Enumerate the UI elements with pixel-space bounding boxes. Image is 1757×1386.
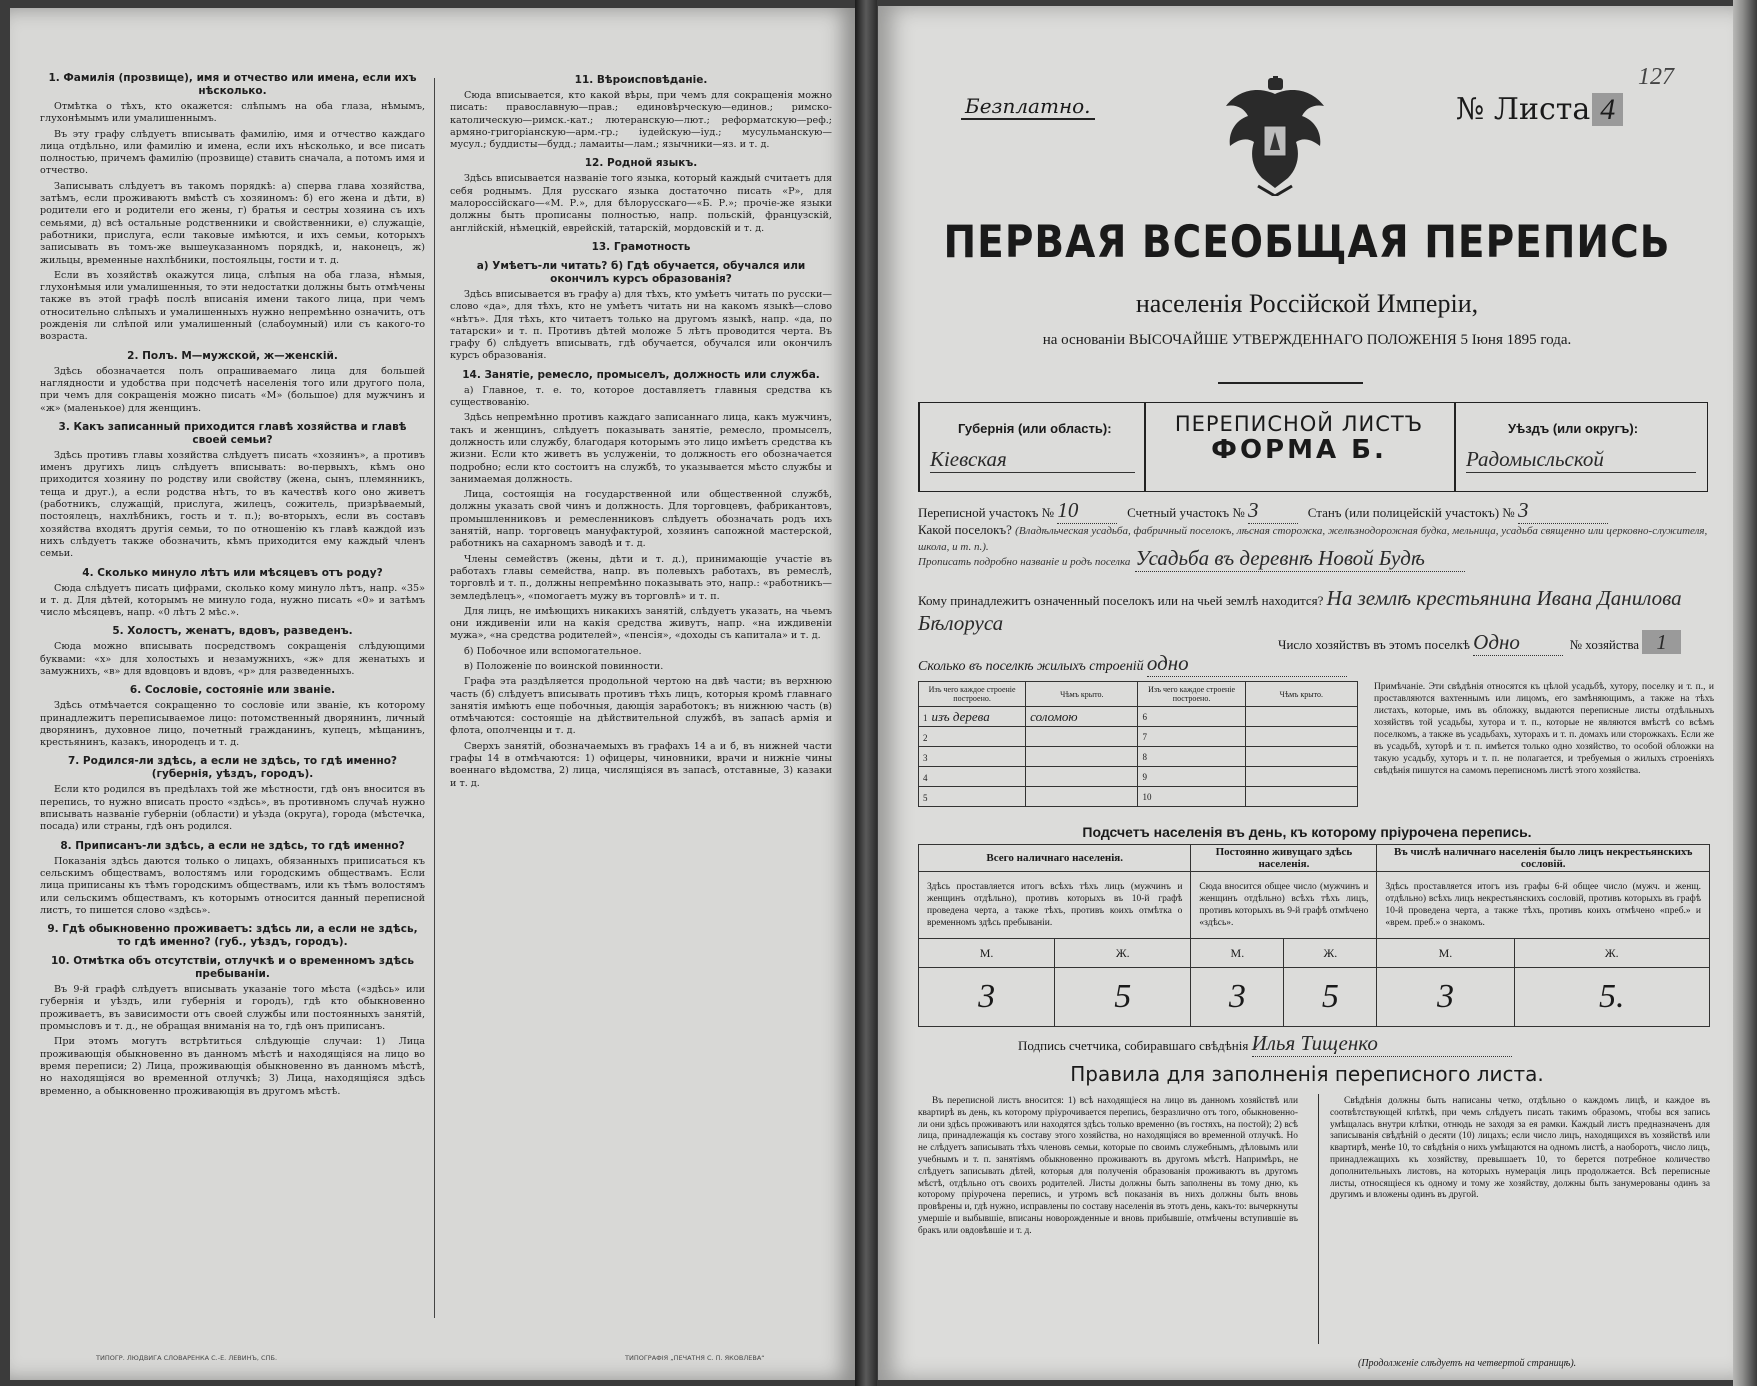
instruction-heading: 8. Приписанъ-ли здѣсь, а если не здѣсь, то гдѣ именно? <box>60 839 405 852</box>
book-spine <box>855 0 877 1386</box>
pop-nonpeasant-male: 3 <box>1377 968 1514 1027</box>
district-label: Переписной участокъ № <box>918 505 1055 520</box>
bld-head-material-2: Изъ чего каждое строеніе построено. <box>1138 682 1245 707</box>
printer-mark-mid: ТИПОГРАФІЯ „ПЕЧАТНЯ С. П. ЯКОВЛЕВА“ <box>625 1354 765 1362</box>
document-subtitle: населенія Россійской Имперіи, <box>1135 289 1479 318</box>
settlement-hint: (Владѣльческая усадьба, фабричный поселокъ, лѣсная сторожка, желѣзнодорожная будка, мельница, усадьба священно или церковно-служителя, школа, и т. п.). <box>918 525 1708 553</box>
building-number: 2 <box>923 732 928 743</box>
title-divider <box>1218 382 1363 384</box>
archive-page-number: 127 <box>1638 64 1674 90</box>
pop-female-label: Ж. <box>1055 939 1191 968</box>
pop-permanent-female: 5 <box>1284 968 1377 1027</box>
owner-value: На землѣ крестьянина Ивана Данилова Бѣлоруса <box>918 586 1682 635</box>
rules-divider <box>1318 1094 1319 1344</box>
building-number <box>1138 787 1245 807</box>
building-roof <box>1026 767 1138 787</box>
rules-title: Правила для заполненія переписного листа. <box>1070 1062 1544 1086</box>
instruction-paragraph: Въ 9-й графѣ слѣдуетъ вписывать указаніе того мѣста («здѣсь» или губернія и уѣздъ, или губернія и городъ), гдѣ кто обыкновенно проживаетъ, въ зависимости отъ своей службы или постоянныхъ занятій, промысловъ и т. д., не обращая вниманія на то, гдѣ онъ приписанъ. <box>40 984 425 1033</box>
form-name-line2: ФОРМА Б. <box>1211 435 1387 465</box>
instruction-paragraph: При этомъ могутъ встрѣтиться слѣдующіе случаи: 1) Лица проживающія обыкновенно въ данномъ мѣстѣ и находящіяся на лицо во время переписи; 2) Лица, проживающія обыкновенно въ данномъ мѣстѣ, но находящіяся во временной отлучкѣ; 3) Лица, находящіяся здѣсь временно, а обыкновенно проживающія въ другомъ мѣстѣ. <box>40 1036 425 1097</box>
pop-permanent-male: 3 <box>1191 968 1284 1027</box>
household-number-label: № хозяйства <box>1569 637 1640 652</box>
uezd-value: Радомысльской <box>1466 447 1696 473</box>
building-row <box>919 727 1358 747</box>
building-number-text: 6 <box>1142 711 1147 722</box>
pop-desc-total: Здѣсь проставляется итогъ всѣхъ тѣхъ лицъ (мужчинъ и женщинъ отдѣльно), противъ которыхъ въ 10-й графѣ проведена черта, а также тѣхъ, противъ коихъ отмѣтка о временномъ здѣсь пребываніи. <box>919 872 1191 939</box>
instruction-paragraph: б) Побочное или вспомогательное. <box>464 645 642 657</box>
population-count-title: Подсчетъ населенія въ день, къ которому пріурочена перепись. <box>1082 824 1532 840</box>
count-district-label: Счетный участокъ № <box>1127 505 1245 520</box>
instruction-paragraph: Члены семействъ (жены, дѣти и т. д.), принимающіе участіе въ работахъ главы семейства, напр. въ полевыхъ работахъ, въ ремеслѣ, торговлѣ и т. п., должны непремѣнно показывать это, напр.: «работникъ—земледѣлецъ», «помогаетъ мужу въ торговлѣ» и т. п. <box>450 553 832 602</box>
instruction-heading: 14. Занятіе, ремесло, промыселъ, должность или служба. <box>462 368 820 381</box>
instruction-heading: 9. Гдѣ обыкновенно проживаетъ: здѣсь ли, а если не здѣсь, то гдѣ именно? (губ., уѣздъ, городъ). <box>47 923 418 949</box>
instruction-paragraph: Сюда можно вписывать посредствомъ сокращенія слѣдующими буквами: «х» для холостыхъ и незамужнихъ, «ж» для женатыхъ и замужнихъ, «в» для вдовцовъ и вдовъ, «р» для разведенныхъ. <box>40 641 425 677</box>
instruction-paragraph: Лица, состоящія на государственной или общественной службѣ, должны указать свой чинъ и должность. Для торговцевъ, фабрикантовъ, промышленниковъ и ремесленниковъ слѣдуетъ обозначать родъ ихъ занятій, напр. торговецъ мануфактурой, хозяинъ сапожной мастерской, работникъ на сахарномъ заводѣ и т. д. <box>450 489 832 550</box>
enumerator-signature: Илья Тищенко <box>1252 1031 1512 1057</box>
bld-head-material: Изъ чего каждое строеніе построено. <box>919 682 1026 707</box>
building-material <box>919 787 1026 807</box>
instruction-heading: 12. Родной языкъ. <box>584 157 698 170</box>
instruction-heading: 4. Сколько минуло лѣтъ или мѣсяцевъ отъ роду? <box>82 566 383 579</box>
buildings-note: Примѣчаніе. Эти свѣдѣнія относятся къ цѣлой усадьбѣ, хутору, поселку и т. п., и проставляются вахтеннымъ или лицомъ, его замѣняющимъ, а также на тѣхъ листахъ, которые, имъ въ обложку, выдаются переписные листы отдѣльныхъ хозяйствъ той усадьбы, хутора и т. п., которые не являются вмѣстѣ со всѣмъ поселкомъ, а также въ усадьбахъ, хуторахъ и т. п. домахъ или сторожкахъ. Если же въ усадьбѣ, хуторѣ и т. п. имѣется только одно хозяйство, то особой обложки на такую усадьбу, хуторъ и т. п. не полагается, и требуемыя о жилыхъ строеніяхъ свѣдѣнія пишутся на самомъ переписномъ листѣ этого хозяйства. <box>1374 682 1714 776</box>
signature-label: Подпись счетчика, собиравшаго свѣдѣнія <box>1018 1038 1249 1053</box>
rules-left-text: Въ переписной листъ вносится: 1) всѣ находящіеся на лицо въ данномъ хозяйствѣ или квартирѣ въ день, къ которому пріурочивается перепись, безразлично отъ того, обыкновенно-ли они здѣсь проживаютъ или находятся здѣсь только временно (въ гостяхъ, на постой); 2) всѣ лица, принадлежащія къ составу этого хозяйства, но находящіяся во временной отлучкѣ. Но не слѣдуетъ записывать тѣхъ членовъ семьи, которые по своимъ служебнымъ, дѣловымъ или учебнымъ и т. п. занятіямъ обыкновенно проживаютъ въ другомъ мѣстѣ. Напримѣръ, не слѣдуетъ записывать дѣтей, которыя для полученія образованія проживаютъ въ другомъ мѣстѣ, отдѣльно отъ своихъ родителей. Листы должны быть заполнены въ тому дню, къ которому пріурочена перепись, и утромъ всѣ показанія въ нихъ должны быть вновь провѣрены и, гдѣ нужно, исправлены по составу населенія въ этотъ день, какъ-то: вычеркнуты умершіе и выбывшіе, вписаны новорожденные и вновь прибывшіе, отмѣчены вступившіе въ бракъ или овдовѣвшіе и т. д. <box>918 1096 1298 1236</box>
building-material <box>919 747 1026 767</box>
instruction-paragraph: Сюда слѣдуетъ писать цифрами, сколько кому минуло лѣтъ, напр. «35» и т. д. Для дѣтей, которымъ не минуло года, нужно писать «0» и затѣмъ число мѣсяцевъ, напр. «0 лѣтъ 2 мѣс.». <box>40 582 425 619</box>
stan-value: 3 <box>1518 498 1608 524</box>
instructions-column-a <box>40 66 425 1101</box>
pop-female-label: Ж. <box>1284 939 1377 968</box>
free-of-charge-label: Безплатно. <box>961 94 1095 120</box>
stacked-page-edges <box>1733 0 1757 1386</box>
legal-basis: на основаніи ВЫСОЧАЙШЕ УТВЕРЖДЕННАГО ПОЛОЖЕНІЯ 5 Іюня 1895 года. <box>1042 332 1572 348</box>
instruction-heading: 13. Грамотность <box>591 240 691 253</box>
building-roof-empty <box>1245 767 1357 787</box>
pop-male-label: М. <box>1377 939 1514 968</box>
settlement-value: Усадьба въ деревнѣ Новой Будѣ <box>1135 546 1465 572</box>
instruction-paragraph: Здѣсь отмѣчается сокращенно то сословіе или званіе, къ которому принадлежитъ переписываемое лицо: потомственный дворянинъ, личный дворянинъ, духовное лицо, почетный гражданинъ, купецъ, мѣщанинъ, крестьянинъ, казакъ, инородецъ и т. д. <box>40 700 425 749</box>
building-number <box>1138 707 1245 727</box>
instruction-paragraph: Здѣсь противъ главы хозяйства слѣдуетъ писать «хозяинъ», а противъ именъ другихъ лицъ слѣдуетъ вписывать: во-первыхъ, кѣмъ оно приходится хозяину по родству или свойству (жена, сынъ, племянникъ, теща и друг.), а если родства нѣтъ, то въ качествѣ кого оно живетъ (работникъ, служащій, прислуга, жилецъ, сожитель, призрѣваемый, постоялецъ, нахлѣбникъ, гость и т. п.); во-вторыхъ, если въ составъ хозяйства входятъ другія семьи, то по отношенію къ главѣ каждой изъ нихъ слѣдуетъ также обозначить, кѣмъ приходится ему каждый членъ семьи. <box>40 449 425 560</box>
building-material <box>919 767 1026 787</box>
building-number-text: 9 <box>1142 771 1147 782</box>
buildings-row <box>918 651 1347 677</box>
households-value: Одно <box>1473 630 1563 656</box>
sheet-number <box>1456 92 1623 127</box>
building-roof-empty <box>1245 727 1357 747</box>
pop-male-label: М. <box>919 939 1055 968</box>
instruction-paragraph: Показанія здѣсь даются только о лицахъ, обязанныхъ приписаться къ сельскимъ обществамъ, волостямъ или городскимъ обществамъ. Если лица приписаны къ тѣмъ городскимъ обществамъ, или къ тѣмъ волостямъ или сельскимъ обществамъ, къ которымъ относится данный переписной листъ, то пишется слово «здѣсь». <box>40 855 425 916</box>
building-roof-text: соломою <box>1030 708 1078 724</box>
building-roof <box>1026 727 1138 747</box>
instructions-column-b <box>450 68 832 793</box>
building-number: 3 <box>923 752 928 763</box>
enumerator-signature-row <box>1018 1031 1512 1057</box>
instruction-paragraph: Здѣсь вписывается въ графу а) для тѣхъ, кто умѣетъ читать по русски—слово «да», для тѣхъ, кто не умѣетъ читать ни на какомъ языкѣ—слово «нѣтъ». Для тѣхъ, кто читаетъ только на другомъ языкѣ, напр. «да, по татарски» и т. п. Противъ дѣтей моложе 5 лѣтъ проводится черта. Въ графу б) слѣдуетъ вписывать, гдѣ обучается, обучался или окончилъ курсъ образованія. <box>450 288 832 362</box>
sheet-number-value: 4 <box>1592 93 1623 126</box>
pop-nonpeasant-female: 5. <box>1514 968 1709 1027</box>
pop-total-female: 5 <box>1055 968 1191 1027</box>
instruction-paragraph: Для лицъ, не имѣющихъ никакихъ занятій, слѣдуетъ указать, на чьемъ они иждивеніи или на какія средства живутъ, напр. «на иждивеніи мужа», «на средства родителей», «пенсія», «доходы съ капитала» и т. д. <box>450 605 832 642</box>
building-material <box>919 727 1026 747</box>
district-row <box>918 498 1608 524</box>
instruction-heading: 2. Полъ. М—мужской, ж—женскій. <box>127 349 338 362</box>
instruction-heading: а) Умѣетъ-ли читать? б) Гдѣ обучается, обучался или окончилъ курсъ образованія? <box>476 259 806 285</box>
instruction-paragraph: Отмѣтка о тѣхъ, кто окажется: слѣпымъ на оба глаза, нѣмымъ, глухонѣмымъ или умалишеннымъ. <box>40 101 425 125</box>
rules-column-right <box>1330 1096 1710 1202</box>
building-number <box>1138 747 1245 767</box>
population-table <box>918 844 1710 1027</box>
instruction-paragraph: Здѣсь вписывается названіе того языка, который каждый считаетъ для себя роднымъ. Для русскаго языка достаточно писать «Р», для малороссійскаго—«М. Р.», для бѣлорусскаго—«Б. Р.»; прочіе-же языки должны быть прописаны полностью, напр. польскій, французскій, англійскій, нѣмецкій, еврейскій, татарскій, мордовскій и т. д. <box>450 173 832 234</box>
buildings-label: Сколько въ поселкѣ жилыхъ строеній <box>918 659 1144 674</box>
gubernia-label: Губернія (или область): <box>958 421 1112 436</box>
instruction-heading: 10. Отмѣтка объ отсутствіи, отлучкѣ и о временномъ здѣсь пребываніи. <box>50 955 415 981</box>
bld-head-roof-2: Чѣмъ крыто. <box>1245 682 1357 707</box>
pop-head-total: Всего наличнаго населенія. <box>919 845 1191 872</box>
building-roof <box>1026 787 1138 807</box>
rules-right-text: Свѣдѣнія должны быть написаны четко, отдѣльно о каждомъ лицѣ, и каждое въ соотвѣтствующей клѣткѣ, при чемъ слѣдуетъ писать такимъ образомъ, чтобы вся запись умѣщалась внутри клѣтки, отнюдь не заходя за ея рамки. Каждый листъ предназначенъ для записыванія свѣдѣній о десяти (10) лицахъ; если число лицъ, находящихся въ хозяйствѣ или квартирѣ, менѣе 10, то свѣдѣнія о нихъ умѣщаются на одномъ листѣ, а наоборотъ, число лицъ, принадлежащихъ къ хозяйству, превышаетъ 10, то берется потребное количество дополнительныхъ листовъ, на которыхъ нумерація лицъ продолжается. Всѣ переписные листы, относящіеся къ одному и тому же хозяйству, должны быть занумерованы одинъ за другимъ и вложены одинъ въ другой. <box>1330 1096 1710 1201</box>
form-header-box <box>918 402 1708 492</box>
pop-total-male: 3 <box>919 968 1055 1027</box>
building-number-text: 10 <box>1142 791 1152 802</box>
owner-row <box>918 586 1708 636</box>
gubernia-value: Кіевская <box>930 447 1135 473</box>
instruction-paragraph: Въ эту графу слѣдуетъ вписывать фамилію, имя и отчество каждаго лица отдѣльно, или фамилію и имена, если ихъ нѣсколько, и все писать полностью, причемъ фамилію (прозвище) ставить сначала, а потомъ имя и отчество. <box>40 128 425 177</box>
uezd-label: Уѣздъ (или округъ): <box>1508 421 1639 436</box>
building-roof-empty <box>1245 707 1357 727</box>
column-divider <box>434 78 435 1318</box>
building-number-text: 7 <box>1142 731 1147 742</box>
building-row <box>919 787 1358 807</box>
pop-head-permanent: Постоянно живущаго здѣсь населенія. <box>1191 845 1377 872</box>
building-row <box>919 707 1358 727</box>
building-material <box>919 707 1026 727</box>
form-name <box>1154 411 1444 463</box>
buildings-value: одно <box>1147 651 1347 677</box>
building-roof <box>1026 707 1138 727</box>
building-number: 5 <box>923 792 928 803</box>
building-number <box>1138 727 1245 747</box>
building-number: 4 <box>923 772 928 783</box>
building-number <box>1138 767 1245 787</box>
document-title: ПЕРВАЯ ВСЕОБЩАЯ ПЕРЕПИСЬ <box>943 216 1671 269</box>
building-number: 1 <box>923 712 928 723</box>
instruction-paragraph: Если кто родился въ предѣлахъ той же мѣстности, гдѣ онъ вносится въ перепись, то нужно вписать просто «здѣсь», въ противномъ случаѣ нужно вписывать названіе губерніи (области) и уѣзда (округа), города (мѣстечка, посада) или страны, гдѣ онъ родился. <box>40 784 425 833</box>
instruction-paragraph: Если въ хозяйствѣ окажутся лица, слѣпыя на оба глаза, нѣмыя, глухонѣмыя или умалишенныя, то эти недостатки должны быть отмѣчены также въ этой графѣ послѣ вписанія имени такого лица, при чемъ относительно слѣпыхъ и умалишенныхъ нужно непремѣнно означить, отъ рожденія ли слѣпой или умалишенный (слабоумный) или съ какого-то возраста. <box>40 269 425 343</box>
instruction-paragraph: Здѣсь непремѣнно противъ каждаго записаннаго лица, какъ мужчинъ, такъ и женщинъ, слѣдуетъ показывать занятіе, ремесло, промыселъ, должность или службу, благодаря которымъ это лицо имѣетъ средства къ жизни. Если кто живетъ въ услуженіи, то должность его обозначается подробно; если кто состоитъ на службѣ, то указывается мѣсто службы и занимаемая должность. <box>450 412 832 485</box>
building-roof-empty <box>1245 787 1357 807</box>
printer-mark-left: ТИПОГР. ЛЮДВИГА СЛОВАРЕНКА С.-Е. ЛЕВИНЪ, СПБ. <box>96 1354 278 1362</box>
settlement-label: Какой поселокъ? <box>918 522 1012 537</box>
buildings-table <box>918 681 1358 807</box>
owner-label: Кому принадлежитъ означенный поселокъ или на чьей землѣ находится? <box>918 593 1324 608</box>
pop-head-non-peasant: Въ числѣ наличнаго населенія было лицъ некрестьянскихъ сословій. <box>1377 845 1710 872</box>
census-form-page <box>878 6 1736 1380</box>
instruction-paragraph: Сверхъ занятій, обозначаемыхъ въ графахъ 14 а и б, въ нижней части графы 14 в отмѣчаются: 1) офицеры, чиновники, врачи и нижніе чины военнаго вѣдомства, 2) лица, числящіяся въ запасѣ, отставные, 3) казаки и т. д. <box>450 740 832 789</box>
instruction-paragraph: Сюда вписывается, кто какой вѣры, при чемъ для сокращенія можно писать: православную—прав.; единовѣрческую—единов.; римско-католическую—римск.-кат.; лютеранскую—лют.; реформатскую—реф.; армяно-григоріанскую—арм.-гр.; іудейскую—іуд.; мусульманскую—мусул.; буддисты—будд.; ламаиты—лам.; язычники—яз. и т. д. <box>450 90 832 151</box>
instruction-paragraph: Записывать слѣдуетъ въ такомъ порядкѣ: а) сперва глава хозяйства, затѣмъ, если проживаютъ вмѣстѣ съ хозяиномъ: б) его жена и дѣти, в) родители его и родители его жены, г) братья и сестры хозяина съ ихъ семьями, д) всѣ остальные родственники и свойственники, е) служащіе, работники, прислуга, если таковые имѣются, и ихъ семьи, которыхъ записывать въ томъ-же вышеуказанномъ порядкѣ, и, наконецъ, ж) жильцы, временные нахлѣбники, постояльцы, гости и т. д. <box>40 180 425 266</box>
building-roof <box>1026 747 1138 767</box>
instruction-paragraph: в) Положеніе по воинской повинности. <box>464 660 664 672</box>
pop-desc-non-peasant: Здѣсь проставляется итогъ изъ графы 6-й общее число (мужч. и женщ. отдѣльно) всѣхъ лицъ некрестьянскихъ сословій, противъ которыхъ въ графѣ 10-й проведена черта, а также тѣхъ, противъ коихъ отмѣчено «преб.» и «врем. преб.» о знакомъ. <box>1377 872 1710 939</box>
continued-note: (Продолженіе слѣдуетъ на четвертой страницѣ). <box>1358 1358 1577 1369</box>
building-number-text: 8 <box>1142 751 1147 762</box>
instruction-paragraph: а) Главное, т. е. то, которое доставляетъ главныя средства къ существованію. <box>450 384 832 409</box>
count-district-value: 3 <box>1248 498 1298 524</box>
left-page <box>10 8 855 1380</box>
district-value: 10 <box>1057 498 1117 524</box>
rules-column-left <box>918 1096 1298 1238</box>
instruction-heading: 3. Какъ записанный приходится главѣ хозяйства и главѣ своей семьи? <box>58 420 407 446</box>
instruction-heading: 6. Сословіе, состояніе или званіе. <box>129 684 336 697</box>
double-headed-eagle-emblem <box>1218 76 1333 196</box>
pop-male-label: М. <box>1191 939 1284 968</box>
instruction-heading: 11. Вѣроисповѣданіе. <box>574 74 708 86</box>
settlement-value-row <box>918 546 1708 572</box>
building-row <box>919 767 1358 787</box>
form-name-line1: ПЕРЕПИСНОЙ ЛИСТЪ <box>1174 412 1424 436</box>
instruction-heading: 5. Холостъ, женатъ, вдовъ, разведенъ. <box>112 625 353 638</box>
pop-desc-permanent: Сюда вносится общее число (мужчинъ и женщинъ отдѣльно) всѣхъ тѣхъ лицъ, противъ которыхъ въ 9-й графѣ отмѣчено «здѣсь». <box>1191 872 1377 939</box>
building-material-text: изъ дерева <box>931 708 990 724</box>
pop-female-label: Ж. <box>1514 939 1709 968</box>
instruction-paragraph: Графа эта раздѣляется продольной чертою на двѣ части; въ верхнюю часть (б) слѣдуетъ вписывать противъ тѣхъ лицъ, которыя кромѣ главнаго занятія имѣютъ еще побочныя, дающія заработокъ; въ нижнюю часть (в) отмѣчаются: состоящіе на дѣйствительной службѣ, въ запасѣ армія и флота, ополченцы и т. д. <box>450 676 832 737</box>
sheet-number-label: № Листа <box>1456 92 1591 127</box>
building-roof-empty <box>1245 747 1357 767</box>
building-row <box>919 747 1358 767</box>
instruction-heading: 1. Фамилія (прозвище), имя и отчество или имена, если ихъ нѣсколько. <box>48 72 417 97</box>
households-label: Число хозяйствъ въ этомъ поселкѣ <box>1278 637 1470 652</box>
stan-label: Станъ (или полицейскій участокъ) № <box>1307 505 1515 520</box>
settlement-hint-2: Прописать подробно названіе и родъ поселка <box>918 556 1131 568</box>
instruction-heading: 7. Родился-ли здѣсь, а если не здѣсь, то гдѣ именно? (губернія, уѣздъ, городъ). <box>67 755 398 781</box>
household-number-value: 1 <box>1642 630 1681 654</box>
bld-head-roof: Чѣмъ крыто. <box>1026 682 1138 707</box>
instruction-paragraph: Здѣсь обозначается полъ опрашиваемаго лица для большей наглядности и удобства при подсчетѣ населенія того или другого пола, при чемъ для сокращенія можно писать «М» (большое) для мужчинъ и «ж» (маленькое) для женщинъ. <box>40 365 425 414</box>
